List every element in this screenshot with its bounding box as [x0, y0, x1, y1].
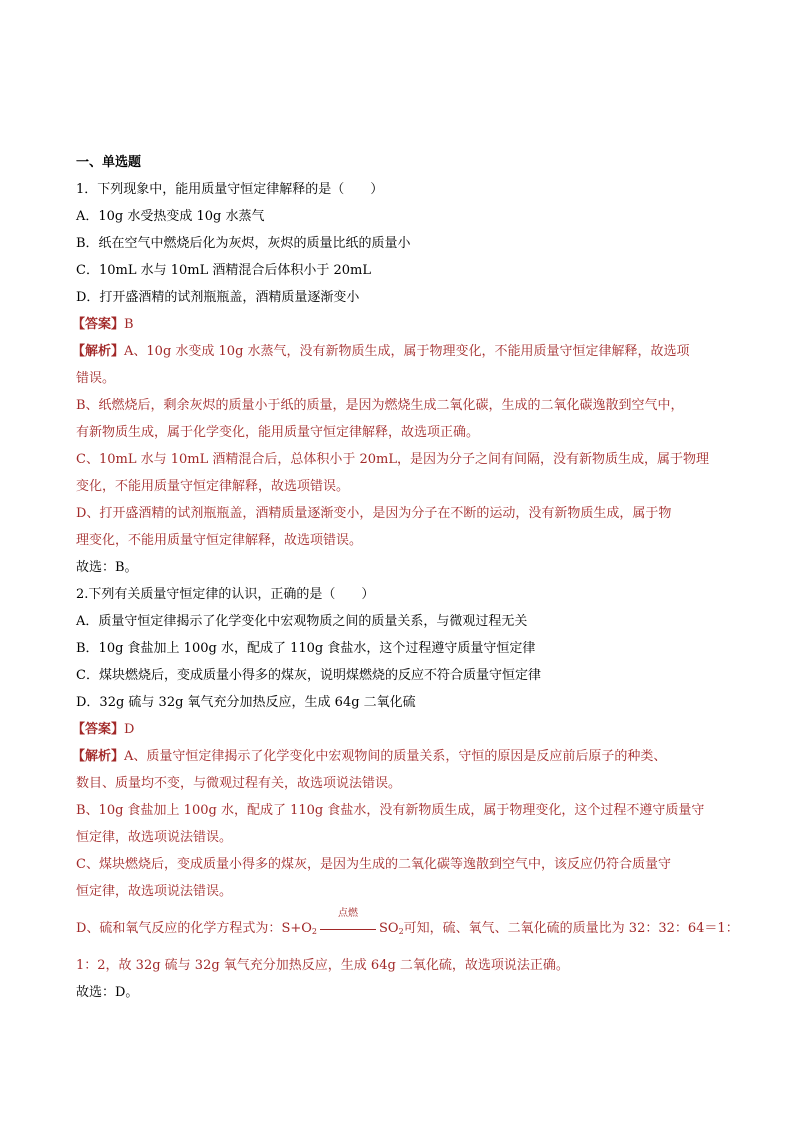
reaction-line — [320, 929, 376, 930]
q1-analysis-line: 错误。 — [76, 371, 116, 386]
q1-analysis-line: 有新物质生成，属于化学变化，能用质量守恒定律解释，故选项正确。 — [76, 425, 480, 440]
q2-option-a: A．质量守恒定律揭示了化学变化中宏观物质之间的质量关系，与微观过程无关 — [76, 614, 528, 629]
q1-option-b: B．纸在空气中燃烧后化为灰烬，灰烬的质量比纸的质量小 — [76, 236, 411, 251]
q2-analysis-line: 恒定律，故选项说法错误。 — [76, 830, 233, 845]
equation-left: S+O — [281, 921, 312, 936]
q1-analysis-line — [72, 338, 726, 365]
reaction-condition: 点燃 — [338, 907, 358, 919]
q1-analysis-line: 理变化，不能用质量守恒定律解释，故选项错误。 — [76, 533, 363, 548]
q2-analysis-line — [72, 743, 726, 770]
q2-answer-tag: 【答案】 — [72, 722, 125, 737]
equation-right-sub: 2 — [398, 927, 404, 936]
q1-conclusion: 故选：B。 — [76, 560, 138, 575]
q1-analysis-tag: 【解析】 — [72, 344, 125, 359]
q2-option-c: C．煤块燃烧后，变成质量小得多的煤灰，说明煤燃烧的反应不符合质量守恒定律 — [76, 668, 541, 683]
q2-analysis-line: C、煤块燃烧后，变成质量小得多的煤灰，是因为生成的二氧化碳等逸散到空气中，该反应仍符合质量守 — [76, 857, 671, 872]
q1-analysis-text: A、10g 水变成 10g 水蒸气，没有新物质生成，属于物理变化，不能用质量守恒定律解释，故选项 — [124, 344, 690, 359]
q1-option-d: D．打开盛酒精的试剂瓶瓶盖，酒精质量逐渐变小 — [76, 290, 360, 305]
q2-analysis-line: 数目、质量均不变，与微观过程有关，故选项说法错误。 — [76, 776, 402, 791]
q2-answer — [72, 716, 726, 743]
q1-stem: 1．下列现象中，能用质量守恒定律解释的是（ ） — [76, 182, 384, 197]
q1-option-c: C．10mL 水与 10mL 酒精混合后体积小于 20mL — [76, 263, 371, 278]
document-page — [72, 152, 739, 1006]
q2-analysis-text: A、质量守恒定律揭示了化学变化中宏观物间的质量关系，守恒的原因是反应前后原子的种类、 — [124, 749, 667, 764]
q2-stem: 2.下列有关质量守恒定律的认识，正确的是（ ） — [76, 587, 375, 602]
equation-left-sub: 2 — [311, 927, 317, 936]
q2-answer-value: D — [124, 722, 135, 737]
q1-option-a: A．10g 水受热变成 10g 水蒸气 — [76, 209, 265, 224]
q2-analysis-last: 1：2，故 32g 硫与 32g 氧气充分加热反应，生成 64g 二氧化硫，故选项说法正确。 — [76, 958, 569, 973]
q1-analysis-line: C、10mL 水与 10mL 酒精混合后，总体积小于 20mL，是因为分子之间有间隔，没有新物质生成，属于物理 — [76, 452, 709, 467]
q1-answer-value: B — [124, 317, 134, 332]
q1-answer — [72, 311, 726, 338]
q1-analysis-line: B、纸燃烧后，剩余灰烬的质量小于纸的质量，是因为燃烧生成二氧化碳，生成的二氧化碳逸散到空气中， — [76, 398, 684, 413]
reaction-arrow — [318, 907, 378, 936]
section-title: 一、单选题 — [76, 155, 142, 170]
q2-analysis-tag: 【解析】 — [72, 749, 125, 764]
q2-conclusion: 故选：D。 — [76, 985, 139, 1000]
q2-analysis-line: B、10g 食盐加上 100g 水，配成了 110g 食盐水，没有新物质生成，属于物理变化，这个过程不遵守质量守 — [76, 803, 705, 818]
equation-right: SO — [379, 921, 399, 936]
q1-answer-tag: 【答案】 — [72, 317, 125, 332]
q2-equation-line — [76, 907, 739, 942]
q2-option-d: D．32g 硫与 32g 氧气充分加热反应，生成 64g 二氧化硫 — [76, 695, 416, 710]
q2-option-b: B．10g 食盐加上 100g 水，配成了 110g 食盐水，这个过程遵守质量守恒定律 — [76, 641, 536, 656]
q2-analysis-line: 恒定律，故选项说法错误。 — [76, 884, 233, 899]
q1-analysis-line: D、打开盛酒精的试剂瓶瓶盖，酒精质量逐渐变小，是因为分子在不断的运动，没有新物质生成，属于物 — [76, 506, 672, 521]
q1-analysis-line: 变化，不能用质量守恒定律解释，故选项错误。 — [76, 479, 350, 494]
equation-prefix: D、硫和氧气反应的化学方程式为： — [76, 921, 282, 936]
equation-suffix: 可知，硫、氧气、二氧化硫的质量比为 32：32：64＝1： — [403, 921, 739, 936]
